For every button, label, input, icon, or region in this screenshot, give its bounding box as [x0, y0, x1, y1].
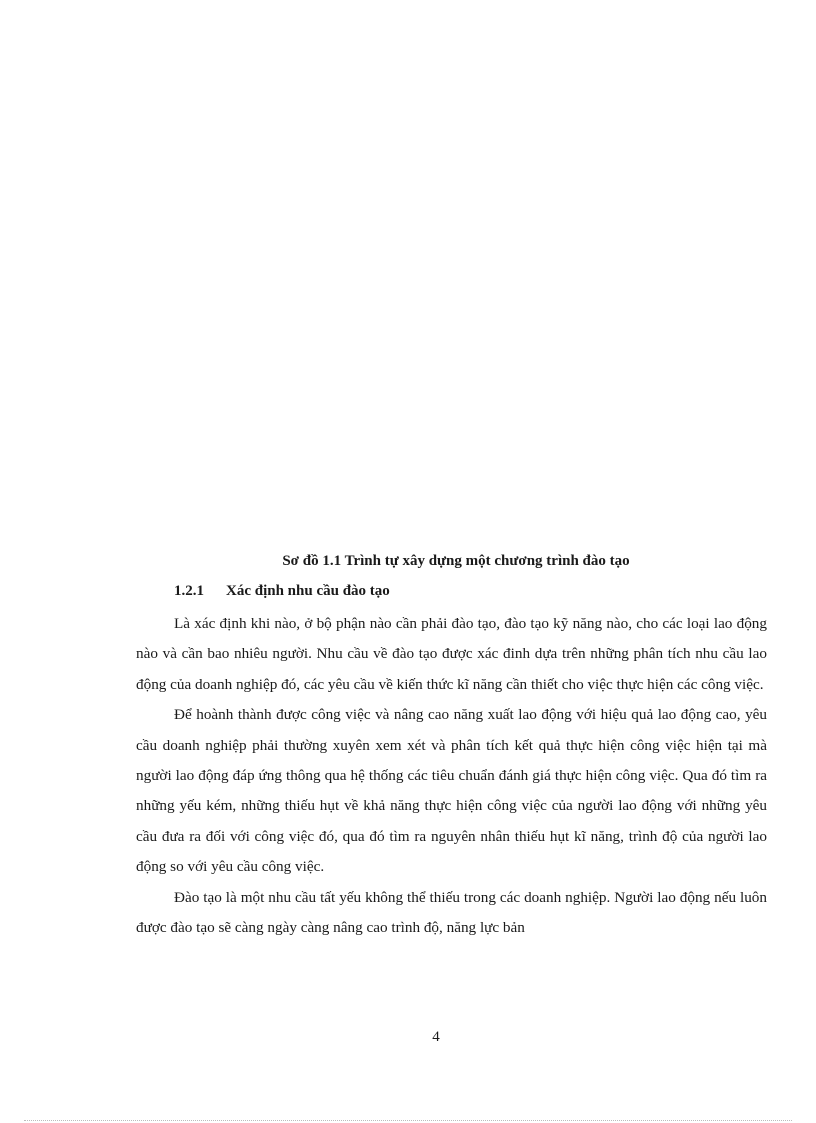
section-number: 1.2.1 — [174, 583, 204, 599]
page-number: 4 — [432, 1029, 440, 1045]
figure-caption — [0, 550, 816, 572]
figure-caption-text: Sơ đồ 1.1 Trình tự xây dựng một chương trình đào tạo — [282, 553, 630, 569]
section-heading — [174, 580, 390, 602]
footer-divider — [24, 1120, 792, 1121]
body-text — [136, 609, 767, 943]
paragraph: Là xác định khi nào, ở bộ phận nào cần phải đào tạo, đào tạo kỹ năng nào, cho các loại lao động nào và cần bao nhiêu người. Nhu cầu về đào tạo được xác đinh dựa trên những phân tích nhu cầu lao động của doanh nghiệp đó, các yêu cầu về kiến thức kĩ năng cần thiết cho việc thực hiện các công việc. — [136, 615, 767, 693]
paragraph: Để hoành thành được công việc và nâng cao năng xuất lao động với hiệu quả lao động cao, yêu cầu doanh nghiệp phải thường xuyên xem xét và phân tích kết quả thực hiện công việc hiện tại mà người lao động đáp ứng thông qua hệ thống các tiêu chuẩn đánh giá thực hiện công việc. Qua đó tìm ra những yếu kém, những thiếu hụt về khả năng thực hiện công việc của người lao động với những yêu cầu đưa ra đối với công việc đó, qua đó tìm ra nguyên nhân thiếu hụt kĩ năng, trình độ của người lao động so với yêu cầu công việc. — [136, 706, 767, 876]
section-title: Xác định nhu cầu đào tạo — [226, 583, 390, 599]
paragraph: Đào tạo là một nhu cầu tất yếu không thể thiếu trong các doanh nghiệp. Người lao động nếu luôn được đào tạo sẽ càng ngày càng nâng cao trình độ, năng lực bản — [136, 888, 767, 937]
